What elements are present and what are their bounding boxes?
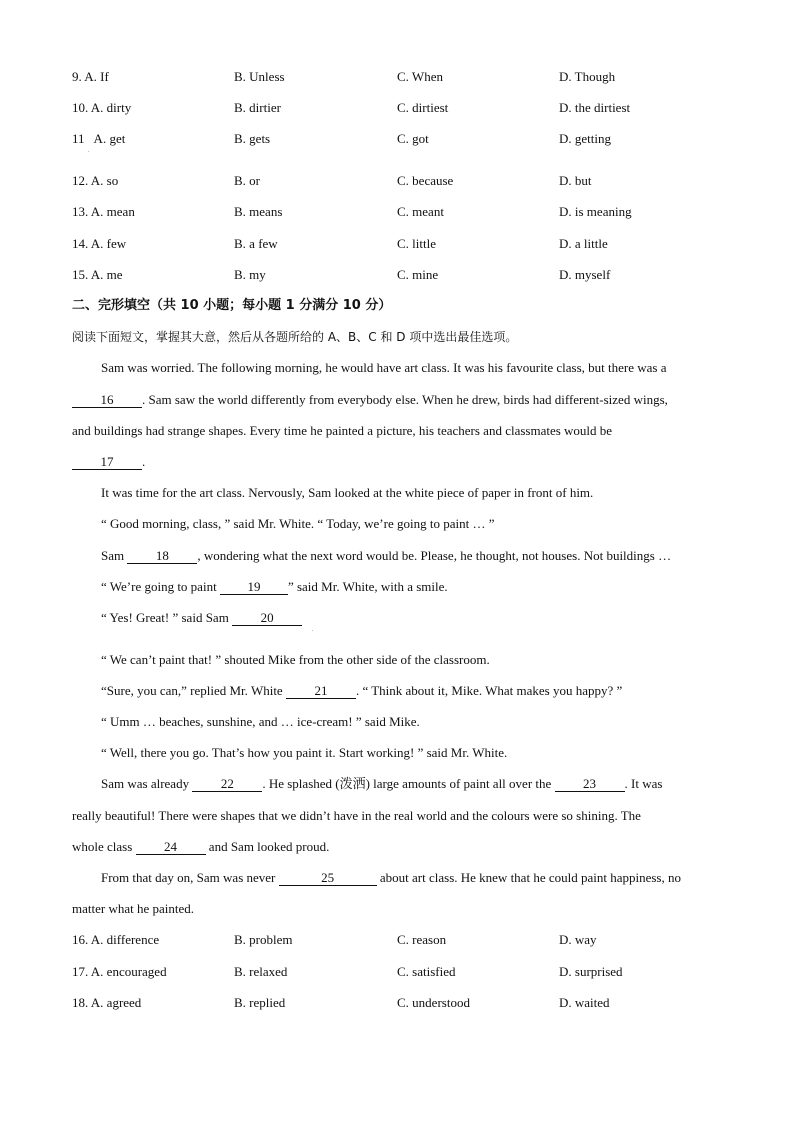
- passage-text: and Sam looked proud.: [208, 839, 330, 854]
- passage-text: “ Yes! Great! ” said Sam: [101, 610, 229, 625]
- blank-20: 20: [232, 611, 302, 626]
- blank-23: 23: [555, 777, 625, 792]
- option-d: D. getting: [559, 131, 611, 146]
- option-c: C. When: [397, 69, 443, 84]
- passage-line: [101, 776, 721, 792]
- passage-text: Sam: [101, 548, 125, 563]
- passage-text: about art class. He knew that he could paint happiness, no: [379, 870, 681, 885]
- passage-text: , wondering what the next word would be. Please, he thought, not houses. Not buildings …: [197, 548, 672, 563]
- option-b: B. problem: [234, 932, 293, 947]
- passage-line: [101, 870, 721, 886]
- passage-line: “ Well, there you go. That’s how you paint it. Start working! ” said Mr. White.: [101, 745, 508, 760]
- passage-line: [72, 454, 721, 470]
- option-b: B. or: [234, 173, 260, 188]
- passage-text: From that day on, Sam was never: [101, 870, 276, 885]
- option-c: C. understood: [397, 995, 470, 1010]
- blank-25: 25: [279, 871, 377, 886]
- option-d: D. waited: [559, 995, 610, 1010]
- option-b: B. a few: [234, 236, 278, 251]
- passage-line: “ Good morning, class, ” said Mr. White. “ Today, we’re going to paint … ”: [101, 516, 495, 531]
- option-a: 18. A. agreed: [72, 995, 142, 1010]
- passage-text: . It was: [624, 776, 663, 791]
- option-d: D. is meaning: [559, 204, 632, 219]
- passage-line: [101, 683, 721, 699]
- passage-line: [101, 579, 721, 595]
- passage-text: “ We’re going to paint: [101, 579, 217, 594]
- option-d: D. myself: [559, 267, 611, 282]
- passage-text: Sam was already: [101, 776, 190, 791]
- blank-19: 19: [220, 580, 288, 595]
- option-a: 14. A. few: [72, 236, 127, 251]
- option-c: C. satisfied: [397, 964, 456, 979]
- option-a: 11 A. get: [72, 131, 126, 146]
- option-a: 15. A. me: [72, 267, 123, 282]
- option-c: C. reason: [397, 932, 447, 947]
- passage-text: . Sam saw the world differently from everybody else. When he drew, birds had different-sized wings,: [142, 392, 668, 407]
- option-c: C. dirtiest: [397, 100, 449, 115]
- passage-line: “ We can’t paint that! ” shouted Mike from the other side of the classroom.: [101, 652, 490, 667]
- option-d: D. way: [559, 932, 597, 947]
- passage-line: [101, 548, 721, 564]
- section-heading: 二、完形填空（共 10 小题；每小题 1 分满分 10 分）: [72, 298, 392, 313]
- passage-line: It was time for the art class. Nervously, Sam looked at the white piece of paper in front of him.: [101, 485, 594, 500]
- stray-dot: .: [312, 627, 314, 633]
- passage-line: [72, 839, 721, 855]
- option-c: C. meant: [397, 204, 444, 219]
- option-a: 9. A. If: [72, 69, 109, 84]
- passage-text: . He splashed (泼洒) large amounts of paint all over the: [262, 776, 552, 791]
- option-d: D. surprised: [559, 964, 623, 979]
- blank-24: 24: [136, 840, 206, 855]
- option-b: B. gets: [234, 131, 271, 146]
- option-c: C. because: [397, 173, 454, 188]
- option-a: 16. A. difference: [72, 932, 160, 947]
- option-a: 13. A. mean: [72, 204, 135, 219]
- option-d: D. a little: [559, 236, 608, 251]
- blank-16: 16: [72, 393, 142, 408]
- section-instruction: 阅读下面短文，掌握其大意，然后从各题所给的 A、B、C 和 D 项中选出最佳选项。: [72, 330, 518, 344]
- option-c: C. got: [397, 131, 429, 146]
- passage-line: really beautiful! There were shapes that we didn’t have in the real world and the colours were so shining. The: [72, 808, 641, 823]
- stray-dot: .: [88, 148, 90, 154]
- passage-line: “ Umm … beaches, sunshine, and … ice-cream! ” said Mike.: [101, 714, 420, 729]
- option-d: D. Though: [559, 69, 616, 84]
- passage-line: matter what he painted.: [72, 901, 195, 916]
- passage-line: and buildings had strange shapes. Every time he painted a picture, his teachers and classmates would be: [72, 423, 613, 438]
- option-b: B. means: [234, 204, 283, 219]
- passage-line: [72, 392, 721, 408]
- passage-text: whole class: [72, 839, 133, 854]
- blank-18: 18: [127, 549, 197, 564]
- option-b: B. replied: [234, 995, 286, 1010]
- option-b: B. my: [234, 267, 266, 282]
- option-c: C. mine: [397, 267, 439, 282]
- option-b: B. dirtier: [234, 100, 281, 115]
- option-a: 10. A. dirty: [72, 100, 132, 115]
- option-d: D. the dirtiest: [559, 100, 631, 115]
- blank-17: 17: [72, 455, 142, 470]
- option-b: B. relaxed: [234, 964, 288, 979]
- blank-22: 22: [192, 777, 262, 792]
- passage-text: . “ Think about it, Mike. What makes you happy? ”: [355, 683, 623, 698]
- passage-text: ” said Mr. White, with a smile.: [287, 579, 448, 594]
- option-a: 17. A. encouraged: [72, 964, 167, 979]
- option-a: 12. A. so: [72, 173, 119, 188]
- option-d: D. but: [559, 173, 592, 188]
- passage-line: [101, 610, 721, 626]
- passage-text: .: [142, 454, 146, 469]
- blank-21: 21: [286, 684, 356, 699]
- option-c: C. little: [397, 236, 436, 251]
- passage-line: Sam was worried. The following morning, he would have art class. It was his favourite class, but there was a: [101, 360, 667, 375]
- option-b: B. Unless: [234, 69, 285, 84]
- passage-text: “Sure, you can,” replied Mr. White: [101, 683, 283, 698]
